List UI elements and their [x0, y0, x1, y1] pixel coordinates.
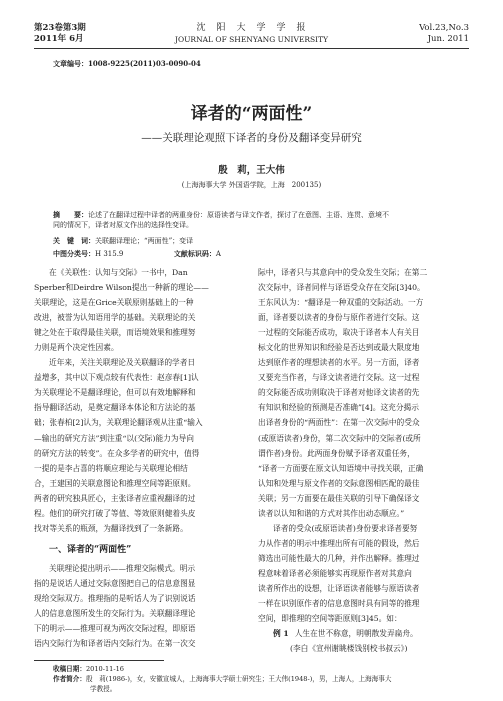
body-line: 语内交际行为和译者语内交际行为。在第一次交: [34, 639, 196, 649]
body-line: 键之处在于取得最佳关联，而语境效果和推理努: [34, 328, 196, 338]
body-line: 现给交际双方。推理指的是听话人为了识别说话: [34, 593, 196, 603]
body-line: 力从作者的明示中推理出所有可能的假设，然后: [258, 538, 420, 548]
received-date: 2010-11-16: [85, 665, 124, 673]
body-line: (或原语读者)身份，第二次交际中的交际者(或所: [258, 433, 421, 443]
footnote: [53, 664, 473, 694]
body-line: 指导翻译活动，是奠定翻译本体论和方法论的基: [34, 403, 196, 413]
body-line: 关联理论提出明示——推理交际模式。明示: [49, 563, 196, 573]
body-line: 为关联理论不是翻译理论，但可以有效地解释和: [34, 388, 196, 398]
example-source: (李白《宣州谢眺楼饯别校书叔云》): [290, 644, 408, 654]
paper-title: 译者的“两面性”: [190, 104, 313, 124]
body-line: 在《关联性：认知与交际》一书中，Dan: [49, 268, 188, 277]
volume-issue-en: Vol.23,No.3: [419, 23, 469, 33]
body-line: 出译者身份的“两面性”：在第一次交际中的受众: [258, 418, 420, 428]
body-line: 找对等关系的瓶颈，为翻译找到了一条新路。: [34, 523, 188, 533]
bio-text: 殷 莉(1986-)，女，安徽宣城人，上海海事大学硕士研究生；王大伟(1948-)，男，上海人，上海海事大: [85, 675, 392, 683]
paper-subtitle: ——关联理论观照下译者的身份及翻译变异研究: [141, 132, 362, 144]
body-line: 指的是说话人通过交际意图把自己的信息意图显: [34, 578, 196, 588]
header-center: [150, 23, 353, 45]
body-line: 下的明示——推理可视为两次交际过程，即原语: [34, 624, 196, 634]
abstract-line: 同的情况下，译者对原文作出的选择性变译。: [53, 221, 193, 229]
keywords-label: 关 键 词：: [53, 236, 95, 245]
body-line: 读者以认知和谐的方式对其作出动态顺应。”: [258, 508, 405, 518]
body-line: 一提的是李占喜的将顺应理论与关联理论相结: [34, 463, 188, 473]
bio-label: 作者简介：: [53, 675, 86, 683]
keywords-text: 关联翻译理论；“两面性”；变译: [95, 237, 194, 245]
header-right: [419, 23, 469, 45]
body-line: 程。他们的研究打破了等值、等效原则健着头皮: [34, 508, 196, 518]
example-label: 例 1: [273, 629, 289, 639]
doc-code-label: 文献标识码：: [173, 249, 216, 258]
body-line: 合，王建国的关联意图论和推理空间等距原则。: [34, 478, 196, 488]
journal-title-cn: 沈 阳 大 学 学 报: [196, 23, 307, 33]
body-line: 础；张春柏[2]认为，关联理论翻译观从注重“输入: [34, 418, 203, 428]
date-en: Jun. 2011: [427, 34, 469, 44]
section-heading: 一、译者的“两面性”: [49, 544, 132, 555]
body-line: —输出的研究方法”到注重“以(交际)能力为导向: [34, 433, 194, 443]
journal-title-en: JOURNAL OF SHENYANG UNIVERSITY: [174, 35, 329, 44]
body-line: “译者一方面要在原文认知语境中寻找关联，正确: [258, 463, 424, 473]
body-line: 筛选出可能性最大的几种，并作出解释。推理过: [258, 553, 420, 563]
abstract-line: 论述了在翻译过程中译者的两重身份：原语读者与译文作者，探讨了在意图、主语、连贯、意境不: [88, 211, 389, 219]
body-line: 人的信息意图所发生的交际行为。关联翻译理论: [34, 609, 196, 619]
bio-text-cont: 学教授。: [90, 685, 117, 693]
body-line: 面，译者要以读者的身份与原作者进行交际。这: [258, 313, 420, 323]
body-line: 空间，即推理的空间等距原则[3]45。如：: [258, 614, 402, 624]
body-line: 有知识和经验的预测是否准确”[4]。这充分揭示: [258, 403, 419, 413]
body-line: 译者的受众(或原语读者)身份要求译者要努: [273, 523, 418, 533]
body-line: 近年来，关注关联理论及关联翻译的学者日: [49, 358, 196, 368]
keywords: [53, 236, 193, 246]
volume-issue-cn: 第23卷第3期: [34, 23, 86, 33]
body-line: 王东风认为：“翻译是一种双重的交际活动。一方: [258, 298, 424, 308]
body-line: 认知和处理与原文作者的交际意图相匹配的最佳: [258, 478, 420, 488]
right-column: [258, 265, 470, 656]
date-cn: 2011年 6月: [34, 34, 84, 44]
example: [258, 626, 470, 641]
clc-code: H 315.9: [95, 250, 124, 258]
body-line: Sperber和Deirdre Wilson提出一种新的理论——: [34, 283, 209, 293]
clc-label: 中图分类号：: [53, 249, 95, 258]
body-line: 谓作者)身份。此两面身份赋予译者双重任务，: [258, 448, 415, 458]
received-label: 收稿日期：: [53, 665, 86, 673]
body-line: 读者所作出的设想，让译语读者能够与原语读者: [258, 583, 420, 593]
body-line: 程意味着译者必须能够实再现原作者对其意向: [258, 568, 412, 578]
footnote-rule: [34, 660, 164, 661]
body-line: 一过程的交际能否成功，取决于译者本人有关目: [258, 328, 420, 338]
body-line: 达到原作者的理想读者的水平。另一方面，译者: [258, 358, 420, 368]
body-line: 益增多，其中以下观点较有代表性：赵彦春[1]认: [34, 373, 199, 383]
body-line: 际中，译者只与其意向中的受众发生交际；在第二: [258, 268, 428, 277]
header-rule: [34, 48, 469, 49]
body-line: 的交际能否成功则取决于译者对他译文读者的先: [258, 388, 420, 398]
abstract-label: 摘 要：: [53, 210, 88, 219]
doc-code: A: [215, 250, 221, 258]
example-text: 人生在世不称意，明朝散发弄扁舟。: [294, 629, 418, 639]
body-line: 标文化的世界知识和经验是否达到或最大限度地: [258, 343, 420, 353]
body-line: 次交际中，译者同样与译语受众存在交际[3]40。: [258, 283, 425, 293]
body-line: 两者的研究独具匠心，主张译者应重视翻译的过: [34, 493, 196, 503]
body-line: 一样在识别原作者的信息意图时具有同等的推理: [258, 599, 420, 609]
body-line: 力则是两个决定性因素。: [34, 343, 119, 353]
body-line: 改进，被誉为认知语用学的基础。关联理论的关: [34, 313, 196, 323]
classification: [53, 249, 221, 259]
body-line: 关联理论，这是在Grice关联原则基础上的一种: [34, 298, 194, 308]
affiliation: (上海海事大学 外国语学院，上海 200135): [181, 181, 322, 189]
authors: 殷 莉，王大伟: [218, 165, 285, 176]
left-column: [34, 265, 248, 651]
abstract: [53, 210, 463, 230]
header-left: [34, 23, 86, 45]
body-line: 的研究方法的转变”。在众多学者的研究中，值得: [34, 448, 200, 458]
article-number: 文章编号：1008-9225(2011)03-0090-04: [53, 59, 201, 68]
body-line: 又要充当作者，与译文读者进行交际。这一过程: [258, 373, 420, 383]
body-line: 关联；另一方面要在最佳关联的引导下确保译文: [258, 493, 420, 503]
